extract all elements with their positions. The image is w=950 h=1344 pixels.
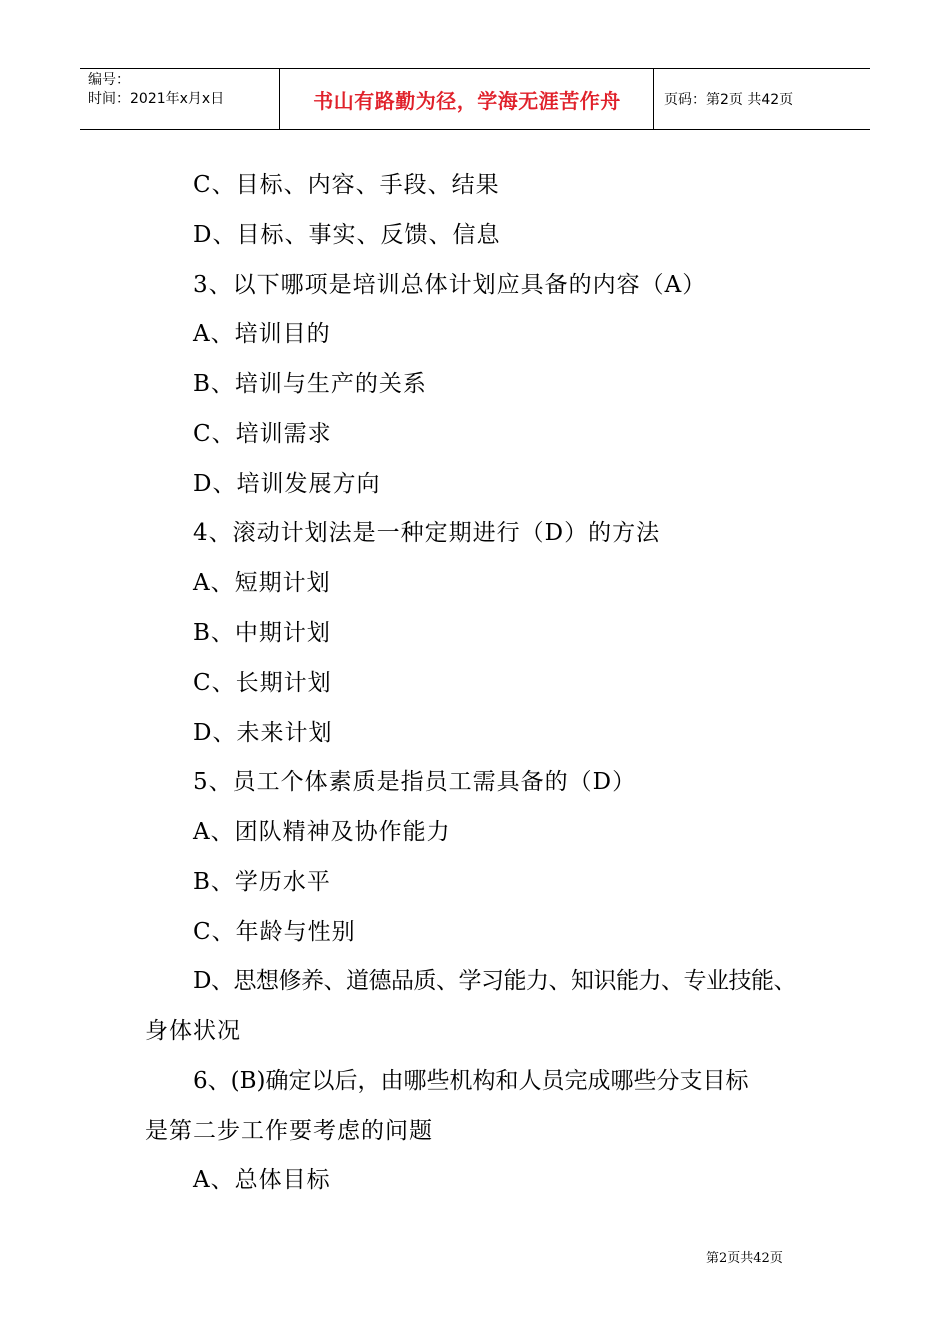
number-label: 编号：	[88, 72, 130, 88]
question-line: 3、以下哪项是培训总体计划应具备的内容（A）	[193, 272, 707, 298]
question-line: 5、员工个体素质是指员工需具备的（D）	[193, 769, 637, 795]
text-line: D、目标、事实、反馈、信息	[193, 222, 501, 248]
text-line: A、团队精神及协作能力	[193, 819, 451, 845]
text-line: A、短期计划	[193, 570, 331, 596]
header-page-info: 页码：第2页 共42页	[664, 92, 794, 108]
text-line: 身体状况	[145, 1018, 241, 1044]
time-label: 时间：2021年x月x日	[88, 91, 225, 107]
text-line: C、目标、内容、手段、结果	[193, 172, 500, 198]
text-line: B、中期计划	[193, 620, 331, 646]
text-line: D、未来计划	[193, 720, 333, 746]
question-line: 4、滚动计划法是一种定期进行（D）的方法	[193, 520, 661, 546]
text-line: A、培训目的	[193, 321, 331, 347]
text-line: C、培训需求	[193, 421, 332, 447]
text-line: C、年龄与性别	[193, 919, 356, 945]
text-line: 是第二步工作要考虑的问题	[145, 1118, 433, 1144]
text-line: D、思想修养、道德品质、学习能力、知识能力、专业技能、	[193, 968, 796, 994]
page-footer: 第2页共42页	[706, 1251, 783, 1266]
text-line: A、总体目标	[193, 1167, 331, 1193]
header-motto: 书山有路勤为径，学海无涯苦作舟	[313, 88, 621, 113]
text-line: B、培训与生产的关系	[193, 371, 427, 397]
text-line: C、长期计划	[193, 670, 332, 696]
header-motto-cell	[281, 69, 654, 129]
text-line: B、学历水平	[193, 869, 331, 895]
page-header	[80, 68, 870, 130]
question-line: 6、(B)确定以后，由哪些机构和人员完成哪些分支目标	[193, 1068, 749, 1094]
text-line: D、培训发展方向	[193, 471, 381, 497]
header-meta	[80, 69, 280, 129]
